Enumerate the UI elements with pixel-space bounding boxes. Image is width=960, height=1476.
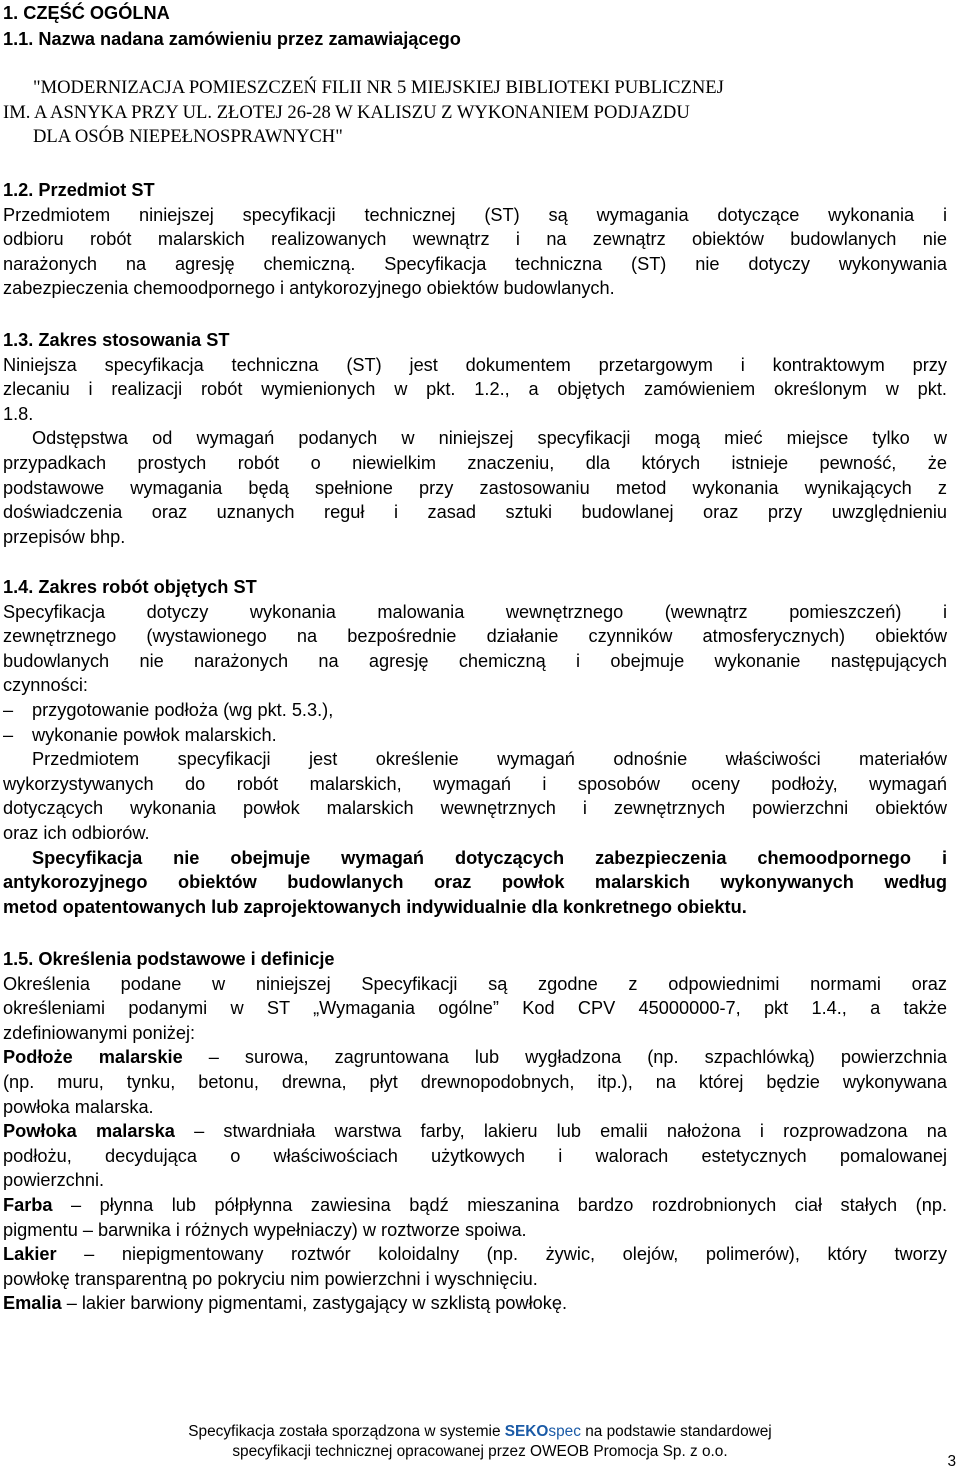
definition-text: – surowa, zagruntowana lub wygładzona (np. szpachlówką) powierzchnia	[182, 1047, 947, 1068]
text-line: oraz ich odbiorów.	[3, 822, 150, 843]
contract-line: DLA OSÓB NIEPEŁNOSPRAWNYCH"	[33, 126, 343, 148]
definition-line	[3, 1119, 947, 1144]
text-line: dotyczących wykonania powłok malarskich wewnętrznych i zewnętrznych powierzchni obiektów	[3, 798, 947, 819]
definition-text: – stwardniała warstwa farby, lakieru lub emalii nałożona i rozprowadzona na	[174, 1121, 947, 1142]
bold-line: Specyfikacja nie obejmuje wymagań dotyczących zabezpieczenia chemoodpornego i	[32, 847, 947, 868]
section-1-5	[3, 947, 947, 1316]
text-line: budowlanych nie narażonych na agresję chemiczną i obejmuje wykonanie następujących	[3, 650, 947, 671]
text-line: przepisów bhp.	[3, 526, 126, 547]
definition-line	[3, 1242, 947, 1267]
definition-line: (np. muru, tynku, betonu, drewna, płyt drewnopodobnych, itp.), na której będzie wykonywana	[3, 1071, 947, 1092]
text-line: odbioru robót malarskich realizowanych wewnątrz i na zewnątrz obiektów budowlanych nie	[3, 229, 947, 250]
brand-logo-seko: SEKO	[504, 1423, 549, 1440]
definition-term: Farba	[3, 1194, 53, 1215]
contract-line: "MODERNIZACJA POMIESZCZEŃ FILII NR 5 MIEJSKIEJ BIBLIOTEKI PUBLICZNEJ	[33, 77, 724, 98]
list-item	[3, 723, 947, 748]
definition-term: Podłoże malarskie	[3, 1047, 183, 1068]
text-line: Przedmiotem niniejszej specyfikacji technicznej (ST) są wymagania dotyczące wykonania i	[3, 204, 947, 225]
brand-logo-spec: spec	[548, 1423, 581, 1440]
text-line: podstawowe wymagania będą spełnione przy zastosowaniu metod wykonania wynikających z	[3, 477, 947, 498]
list-item	[3, 698, 947, 723]
definition-line: powłoka malarska.	[3, 1096, 154, 1117]
text-line: 1.8.	[3, 403, 34, 424]
section-heading: 1.3. Zakres stosowania ST	[3, 330, 230, 350]
text-line: doświadczenia oraz uznanych reguł i zasad sztuki budowlanej oraz przy uwzględnieniu	[3, 502, 947, 523]
page-number: 3	[947, 1453, 956, 1470]
definition-line: powłokę transparentną po pokryciu nim powierzchni i wyschnięciu.	[3, 1268, 538, 1289]
heading-1-1: 1.1. Nazwa nadana zamówieniu przez zamawiającego	[3, 29, 461, 49]
definition-text: – lakier barwiony pigmentami, zastygający w szklistą powłokę.	[61, 1293, 568, 1314]
dash-bullet: –	[3, 699, 14, 720]
definition-line	[3, 1291, 947, 1316]
heading-1: 1. CZĘŚĆ OGÓLNA	[3, 3, 170, 23]
bold-line: antykorozyjnego obiektów budowlanych oraz powłok malarskich wykonywanych według	[3, 872, 947, 893]
text-line: zabezpieczenia chemoodpornego i antykorozyjnego obiektów budowlanych.	[3, 278, 615, 299]
text-line: narażonych na agresję chemiczną. Specyfikacja techniczna (ST) nie dotyczy wykonywania	[3, 253, 947, 274]
footer-text: na podstawie standardowej	[580, 1423, 772, 1440]
footer-line-2: specyfikacji technicznej opracowanej przez OWEOB Promocja Sp. z o.o.	[232, 1443, 728, 1460]
text-line: zlecaniu i realizacji robót wymienionych w pkt. 1.2., a objętych zamówieniem określonym w pkt.	[3, 379, 947, 400]
definition-line	[3, 1045, 947, 1070]
text-line: zdefiniowanymi poniżej:	[3, 1022, 196, 1043]
list-item-text: przygotowanie podłoża (wg pkt. 5.3.),	[32, 699, 334, 720]
footer-text: Specyfikacja została sporządzona w systemie	[188, 1423, 505, 1440]
text-line: przypadkach prostych robót o niewielkim znaczeniu, dla których istnieje pewność, że	[3, 452, 947, 473]
definition-term: Lakier	[3, 1244, 57, 1265]
text-line: Niniejsza specyfikacja techniczna (ST) jest dokumentem przetargowym i kontraktowym przy	[3, 354, 947, 375]
contract-line: IM. A ASNYKA PRZY UL. ZŁOTEJ 26-28 W KALISZU Z WYKONANIEM PODJAZDU	[3, 101, 690, 123]
section-heading: 1.4. Zakres robót objętych ST	[3, 577, 257, 597]
section-heading: 1.2. Przedmiot ST	[3, 180, 155, 200]
definition-text: – niepigmentowany roztwór koloidalny (np. żywic, olejów, polimerów), który tworzy	[56, 1244, 947, 1265]
text-line: czynności:	[3, 675, 88, 696]
section-1-2	[3, 178, 947, 301]
definition-line: powierzchni.	[3, 1170, 105, 1191]
bold-line: metod opatentowanych lub zaprojektowanych indywidualnie dla konkretnego obiektu.	[3, 896, 747, 917]
section-1-3	[3, 328, 947, 549]
definition-text: – płynna lub półpłynna zawiesina bądź mieszanina bardzo rozdrobnionych ciał stałych (np.	[52, 1194, 947, 1215]
definition-line: podłożu, decydująca o właściwościach użytkowych i walorach estetycznych pomalowanej	[3, 1145, 947, 1166]
dash-bullet: –	[3, 724, 14, 745]
text-line: zewnętrznego (wystawionego na bezpośrednie działanie czynników atmosferycznych) obiektów	[3, 626, 947, 647]
list-item-text: wykonanie powłok malarskich.	[32, 724, 277, 745]
page-footer	[0, 1422, 960, 1462]
definition-term: Powłoka malarska	[3, 1121, 175, 1142]
section-heading: 1.5. Określenia podstawowe i definicje	[3, 949, 335, 969]
section-1-4	[3, 575, 947, 919]
contract-name	[3, 76, 947, 150]
footer-line-1	[0, 1422, 960, 1442]
definition-line: pigmentu – barwnika i różnych wypełniaczy) w roztworze spoiwa.	[3, 1219, 527, 1240]
text-line: Określenia podane w niniejszej Specyfikacji są zgodne z odpowiednimi normami oraz	[3, 973, 947, 994]
text-line: określeniami podanymi w ST „Wymagania ogólne” Kod CPV 45000000-7, pkt 1.4., a także	[3, 998, 947, 1019]
text-line: Przedmiotem specyfikacji jest określenie wymagań odnośnie właściwości materiałów	[32, 749, 947, 770]
text-line: wykorzystywanych do robót malarskich, wymagań i sposobów oceny podłoży, wymagań	[3, 773, 947, 794]
definition-term: Emalia	[3, 1293, 62, 1314]
definition-line	[3, 1193, 947, 1218]
text-line: Odstępstwa od wymagań podanych w niniejszej specyfikacji mogą mieć miejsce tylko w	[32, 428, 947, 449]
text-line: Specyfikacja dotyczy wykonania malowania wewnętrznego (wewnątrz pomieszczeń) i	[3, 601, 947, 622]
